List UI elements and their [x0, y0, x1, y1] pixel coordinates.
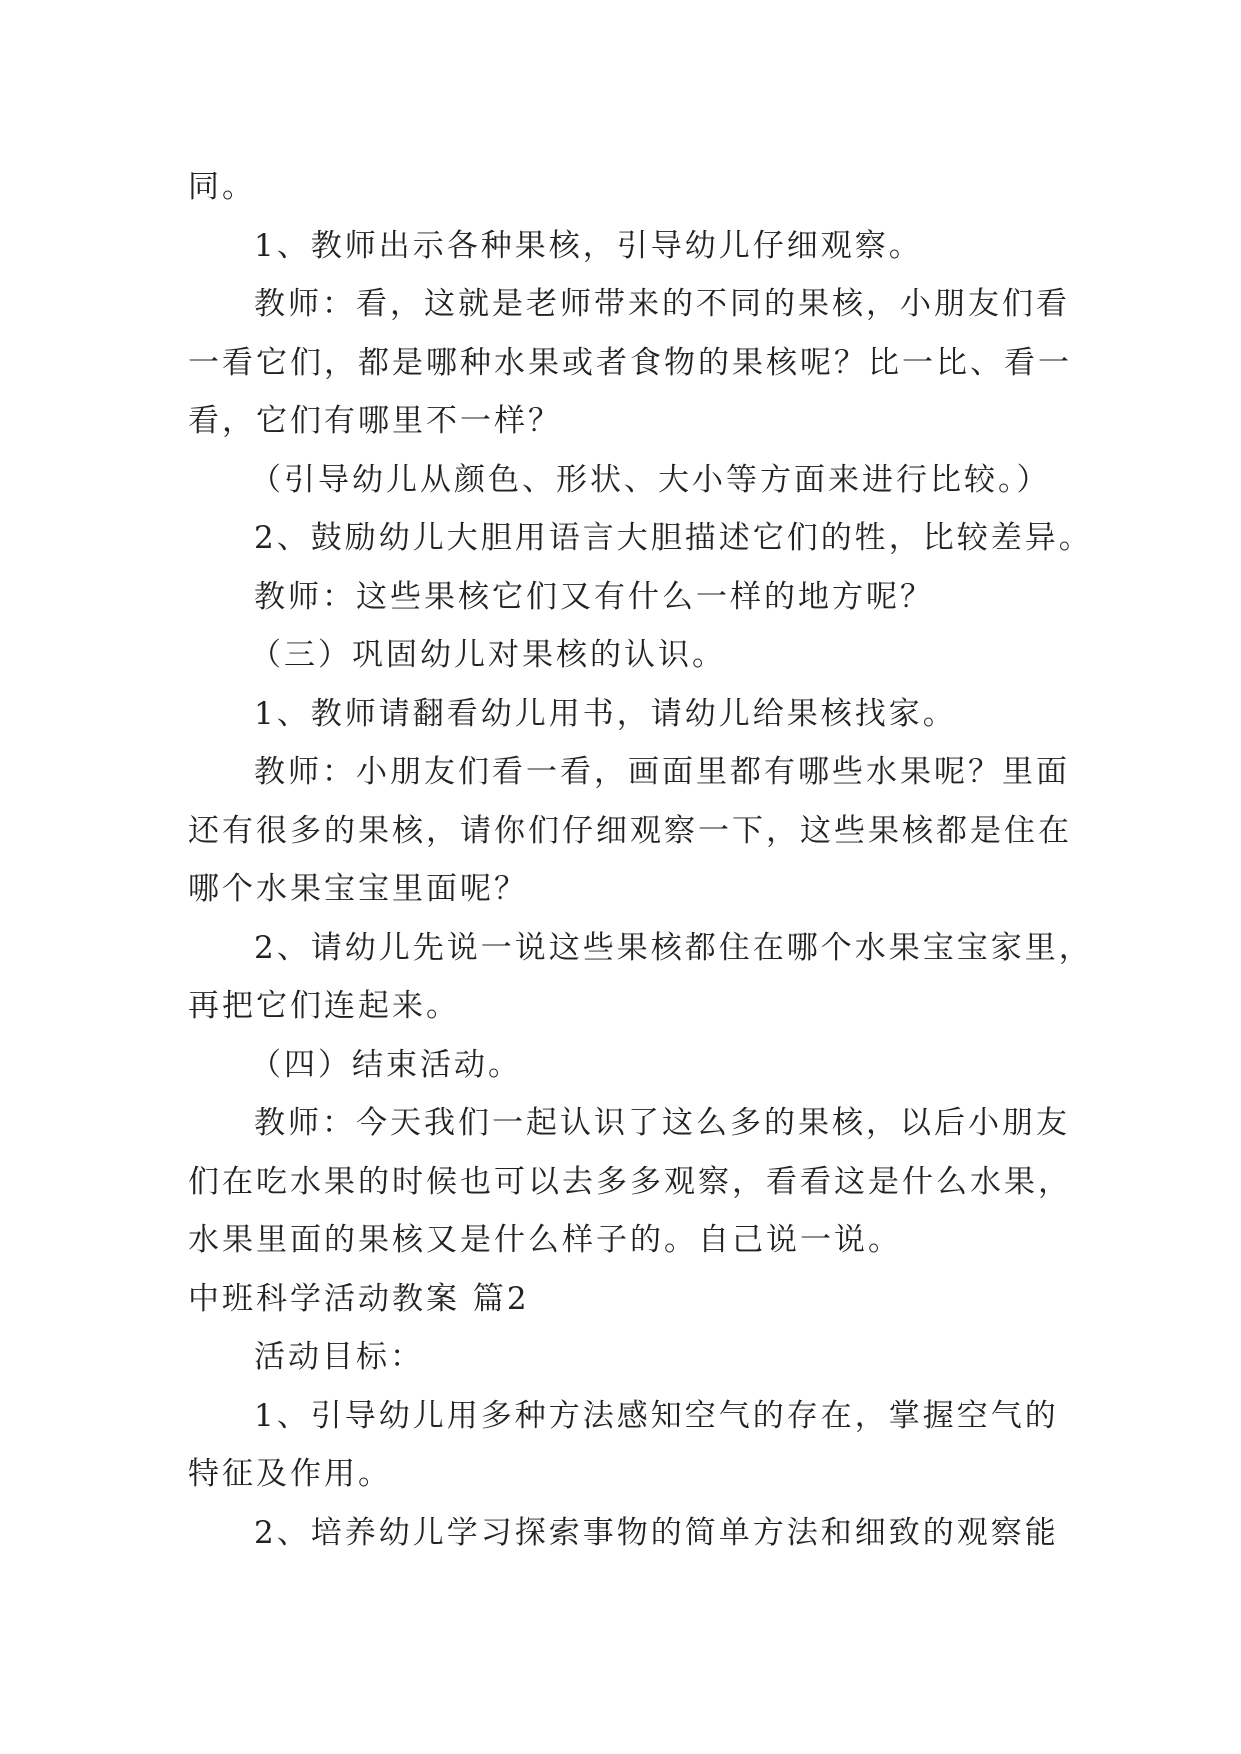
paragraph-line: 教师：今天我们一起认识了这么多的果核，以后小朋友 — [254, 1105, 1070, 1141]
document-title: 中班科学活动教案 篇2 — [188, 1280, 530, 1317]
paragraph-line: 教师：这些果核它们又有什么一样的地方呢？ — [254, 578, 934, 615]
paragraph-line: 活动目标： — [254, 1339, 424, 1375]
paragraph-line: 教师：看，这就是老师带来的不同的果核，小朋友们看 — [254, 286, 1070, 322]
paragraph-line: 1、教师出示各种果核，引导幼儿仔细观察。 — [254, 227, 923, 264]
paragraph-line: （引导幼儿从颜色、形状、大小等方面来进行比较。） — [250, 461, 1051, 498]
paragraph-line: 2、培养幼儿学习探索事物的简单方法和细致的观察能 — [254, 1514, 1059, 1551]
paragraph-line: 哪个水果宝宝里面呢？ — [188, 871, 528, 907]
paragraph-line: 同。 — [188, 169, 256, 205]
paragraph-line: 看，它们有哪里不一样？ — [188, 403, 562, 439]
section-heading: （四）结束活动。 — [250, 1046, 522, 1083]
paragraph-line: 2、请幼儿先说一说这些果核都住在哪个水果宝宝家里， — [254, 929, 1093, 966]
document-body — [188, 158, 1093, 1562]
paragraph-line: 1、引导幼儿用多种方法感知空气的存在，掌握空气的 — [254, 1397, 1059, 1434]
section-heading: （三）巩固幼儿对果核的认识。 — [250, 637, 726, 673]
paragraph-line: 水果里面的果核又是什么样子的。自己说一说。 — [188, 1222, 902, 1258]
paragraph-line: 再把它们连起来。 — [188, 988, 460, 1024]
paragraph-line: 还有很多的果核，请你们仔细观察一下，这些果核都是住在 — [188, 812, 1072, 849]
paragraph-line: 特征及作用。 — [188, 1456, 392, 1492]
paragraph-line: 1、教师请翻看幼儿用书，请幼儿给果核找家。 — [254, 695, 957, 732]
paragraph-line: 们在吃水果的时候也可以去多多观察，看看这是什么水果， — [188, 1163, 1072, 1200]
paragraph-line: 一看它们，都是哪种水果或者食物的果核呢？比一比、看一 — [188, 344, 1072, 381]
paragraph-line: 2、鼓励幼儿大胆用语言大胆描述它们的牲，比较差异。 — [254, 520, 1093, 556]
paragraph-line: 教师：小朋友们看一看，画面里都有哪些水果呢？里面 — [254, 754, 1070, 790]
